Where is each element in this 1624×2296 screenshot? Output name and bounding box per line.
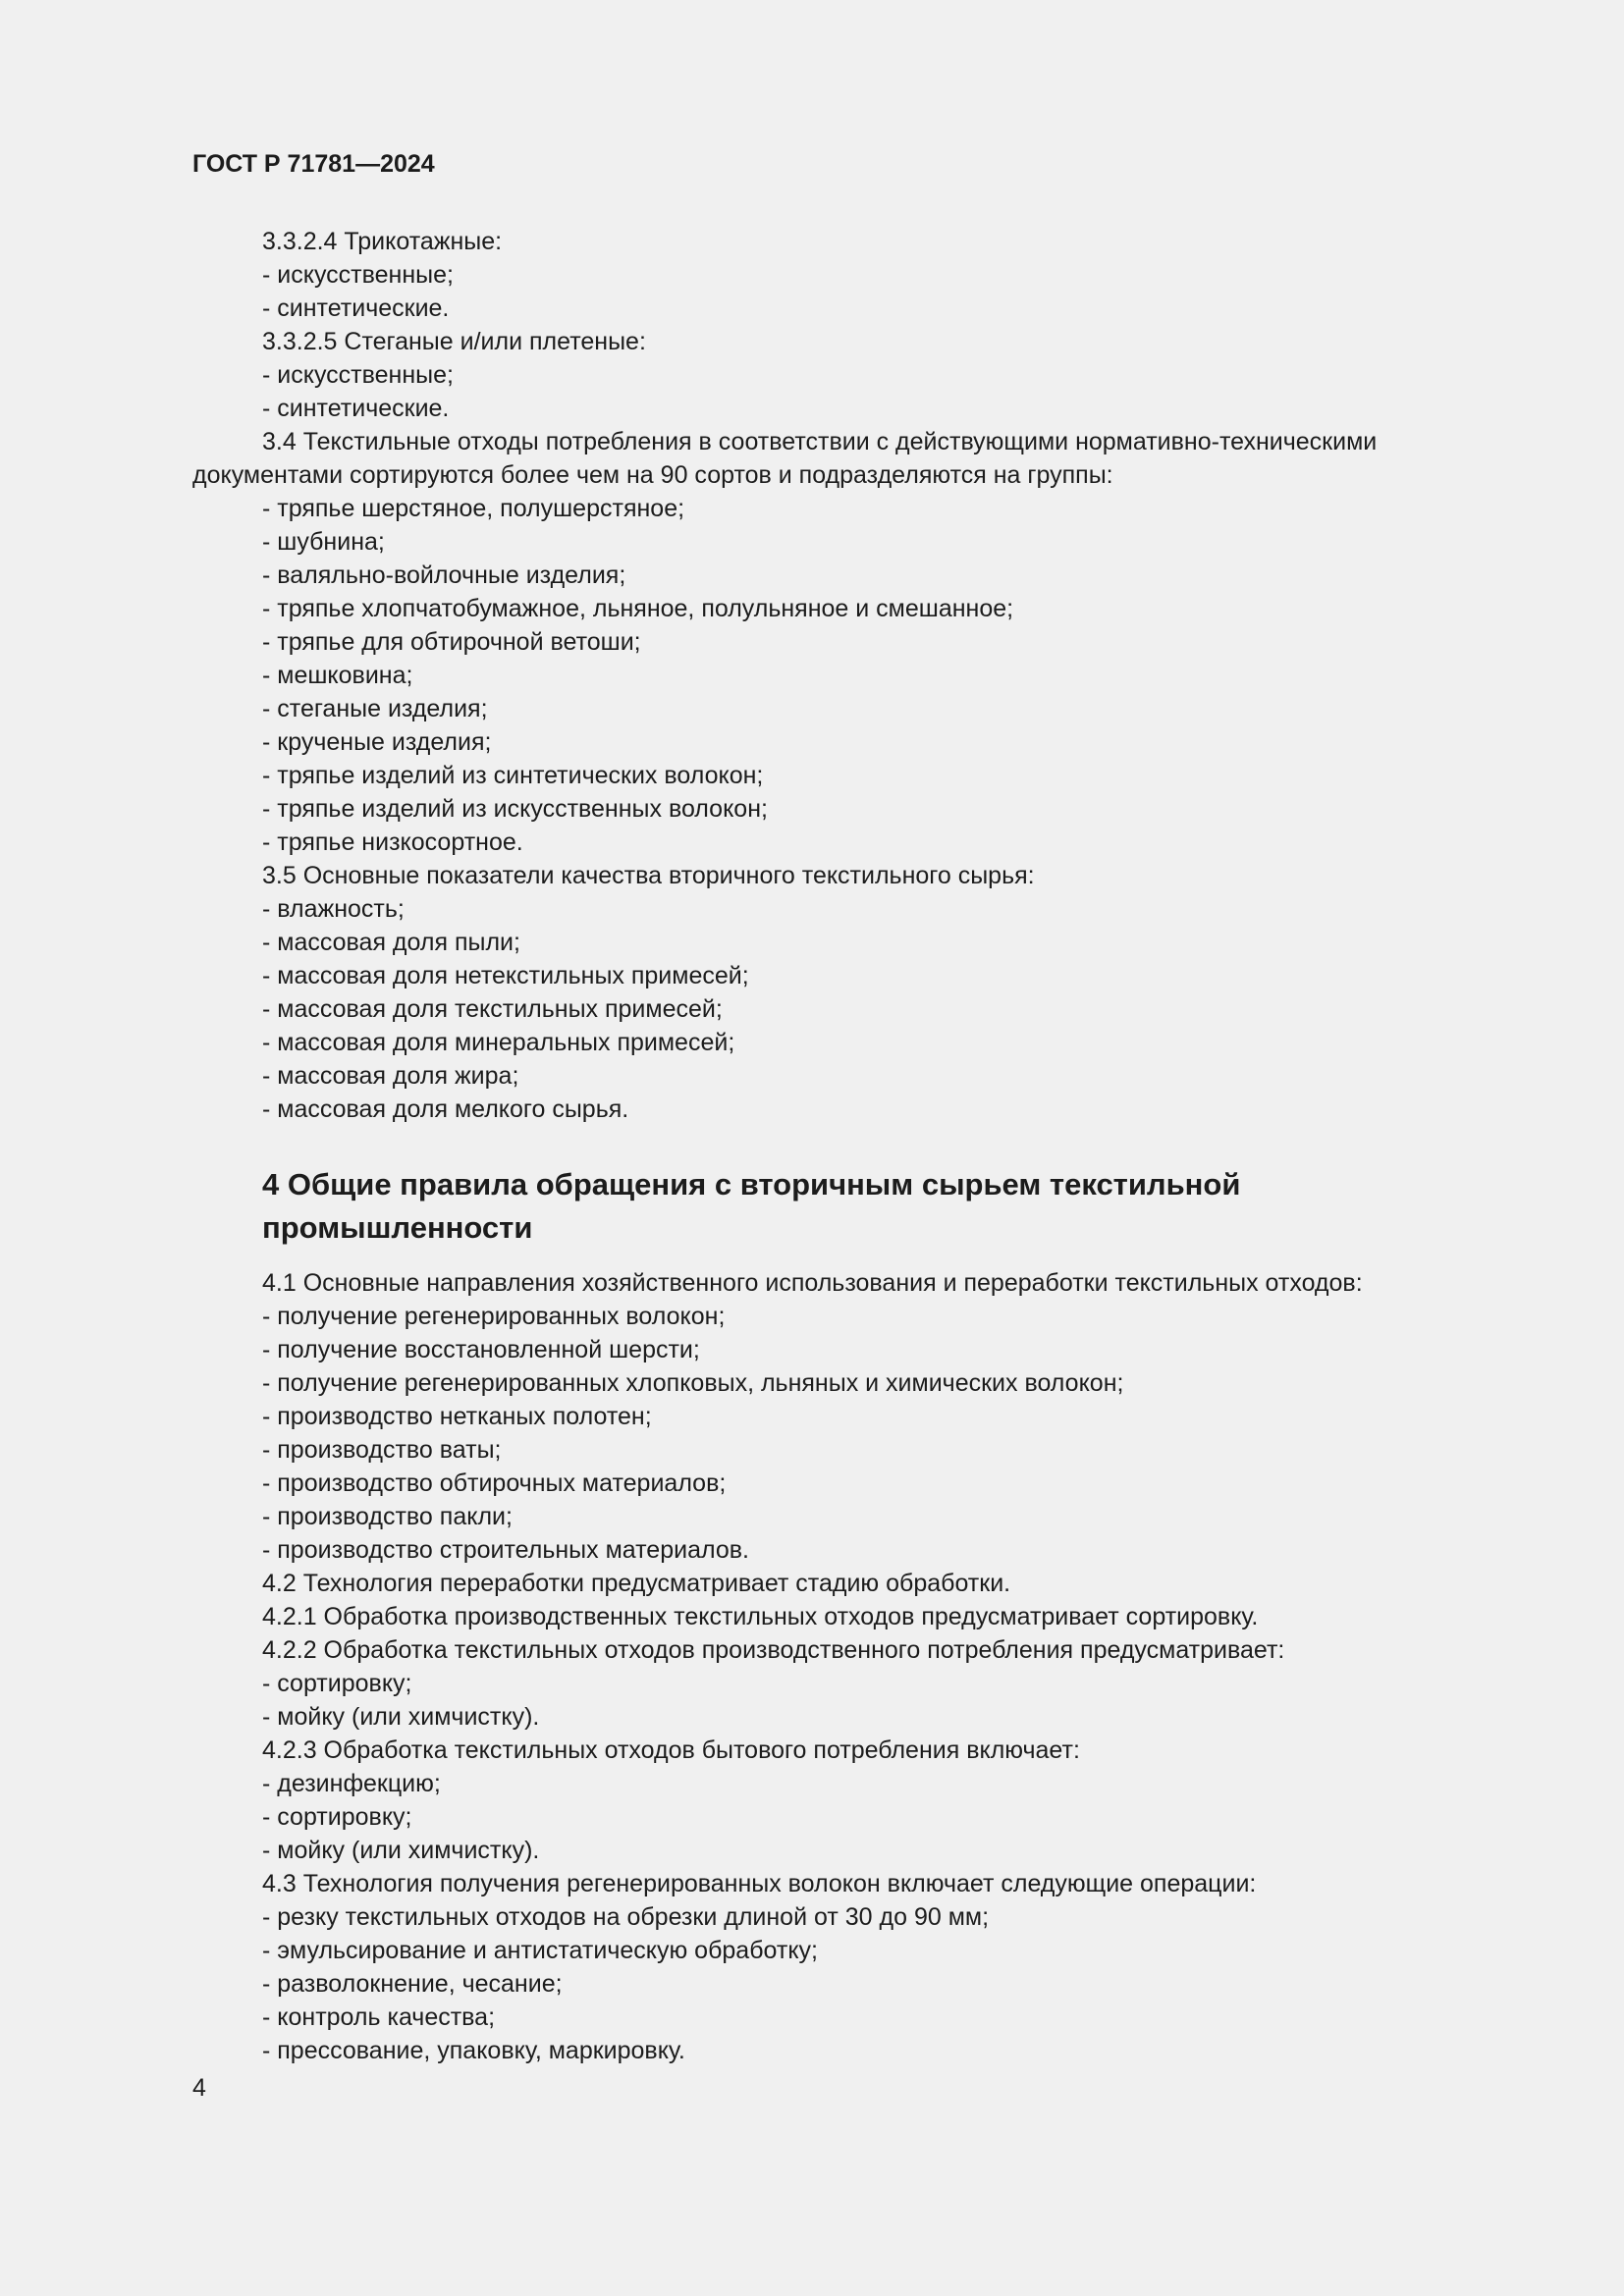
text-line: - эмульсирование и антистатическую обработку; (262, 1937, 818, 1964)
text-line: 3.5 Основные показатели качества вторичного текстильного сырья: (262, 862, 1035, 889)
text-line: - тряпье изделий из искусственных волокон; (262, 795, 768, 823)
text-line: - получение восстановленной шерсти; (262, 1336, 700, 1363)
text-line: - резку текстильных отходов на обрезки длиной от 30 до 90 мм; (262, 1903, 990, 1931)
text-line: - массовая доля текстильных примесей; (262, 995, 723, 1023)
text-line: - получение регенерированных хлопковых, льняных и химических волокон; (262, 1369, 1124, 1397)
text-line: - массовая доля жира; (262, 1062, 519, 1090)
section-4-heading-line-2: промышленности (262, 1210, 533, 1245)
text-line: 3.4 Текстильные отходы потребления в соответствии с действующими нормативно-техническими (262, 428, 1378, 455)
text-line: - тряпье шерстяное, полушерстяное; (262, 495, 685, 522)
text-line: - массовая доля пыли; (262, 929, 520, 956)
text-line: - сортировку; (262, 1670, 412, 1697)
text-line: - крученые изделия; (262, 728, 492, 756)
text-line: - валяльно-войлочные изделия; (262, 561, 626, 589)
section-4-heading (262, 1163, 1489, 1250)
text-line: документами сортируются более чем на 90 сортов и подразделяются на группы: (192, 461, 1113, 489)
text-line: - мойку (или химчистку). (262, 1703, 540, 1731)
text-line: - производство ваты; (262, 1436, 502, 1464)
text-line: 3.3.2.4 Трикотажные: (262, 228, 503, 255)
text-line: - тряпье низкосортное. (262, 828, 523, 856)
document-header: ГОСТ Р 71781—2024 (192, 150, 435, 178)
text-line: - шубнина; (262, 528, 385, 556)
text-line: 4.2 Технология переработки предусматривает стадию обработки. (262, 1570, 1011, 1597)
text-line: - производство строительных материалов. (262, 1536, 749, 1564)
text-line: 3.3.2.5 Стеганые и/или плетеные: (262, 328, 646, 355)
section-3-body (192, 225, 1508, 1126)
text-line: - мешковина; (262, 662, 413, 689)
text-line: - массовая доля минеральных примесей; (262, 1029, 735, 1056)
text-line: - тряпье изделий из синтетических волокон; (262, 762, 764, 789)
text-line: 4.2.2 Обработка текстильных отходов производственного потребления предусматривает: (262, 1636, 1285, 1664)
text-line: - мойку (или химчистку). (262, 1837, 540, 1864)
text-line: 4.2.1 Обработка производственных текстильных отходов предусматривает сортировку. (262, 1603, 1259, 1630)
text-line: - искусственные; (262, 261, 454, 289)
text-line: - производство нетканых полотен; (262, 1403, 652, 1430)
page-number: 4 (192, 2074, 206, 2102)
section-4-heading-line-1: 4 Общие правила обращения с вторичным сырьем текстильной (262, 1167, 1241, 1201)
section-4-body (192, 1266, 1508, 2067)
text-line: - синтетические. (262, 395, 450, 422)
text-line: - разволокнение, чесание; (262, 1970, 563, 1998)
text-line: - массовая доля нетекстильных примесей; (262, 962, 749, 989)
text-line: - тряпье для обтирочной ветоши; (262, 628, 641, 656)
text-line: - искусственные; (262, 361, 454, 389)
text-line: - производство обтирочных материалов; (262, 1469, 727, 1497)
text-line: 4.1 Основные направления хозяйственного использования и переработки текстильных отходов: (262, 1269, 1363, 1297)
text-line: - синтетические. (262, 294, 450, 322)
text-line: 4.3 Технология получения регенерированных волокон включает следующие операции: (262, 1870, 1257, 1897)
text-line: - массовая доля мелкого сырья. (262, 1095, 629, 1123)
text-line: - сортировку; (262, 1803, 412, 1831)
text-line: - производство пакли; (262, 1503, 513, 1530)
text-line: - прессование, упаковку, маркировку. (262, 2037, 685, 2064)
text-line: - тряпье хлопчатобумажное, льняное, полульняное и смешанное; (262, 595, 1014, 622)
text-line: 4.2.3 Обработка текстильных отходов бытового потребления включает: (262, 1736, 1080, 1764)
text-line: - получение регенерированных волокон; (262, 1303, 726, 1330)
text-line: - стеганые изделия; (262, 695, 488, 722)
text-line: - влажность; (262, 895, 405, 923)
text-line: - контроль качества; (262, 2003, 496, 2031)
text-line: - дезинфекцию; (262, 1770, 441, 1797)
